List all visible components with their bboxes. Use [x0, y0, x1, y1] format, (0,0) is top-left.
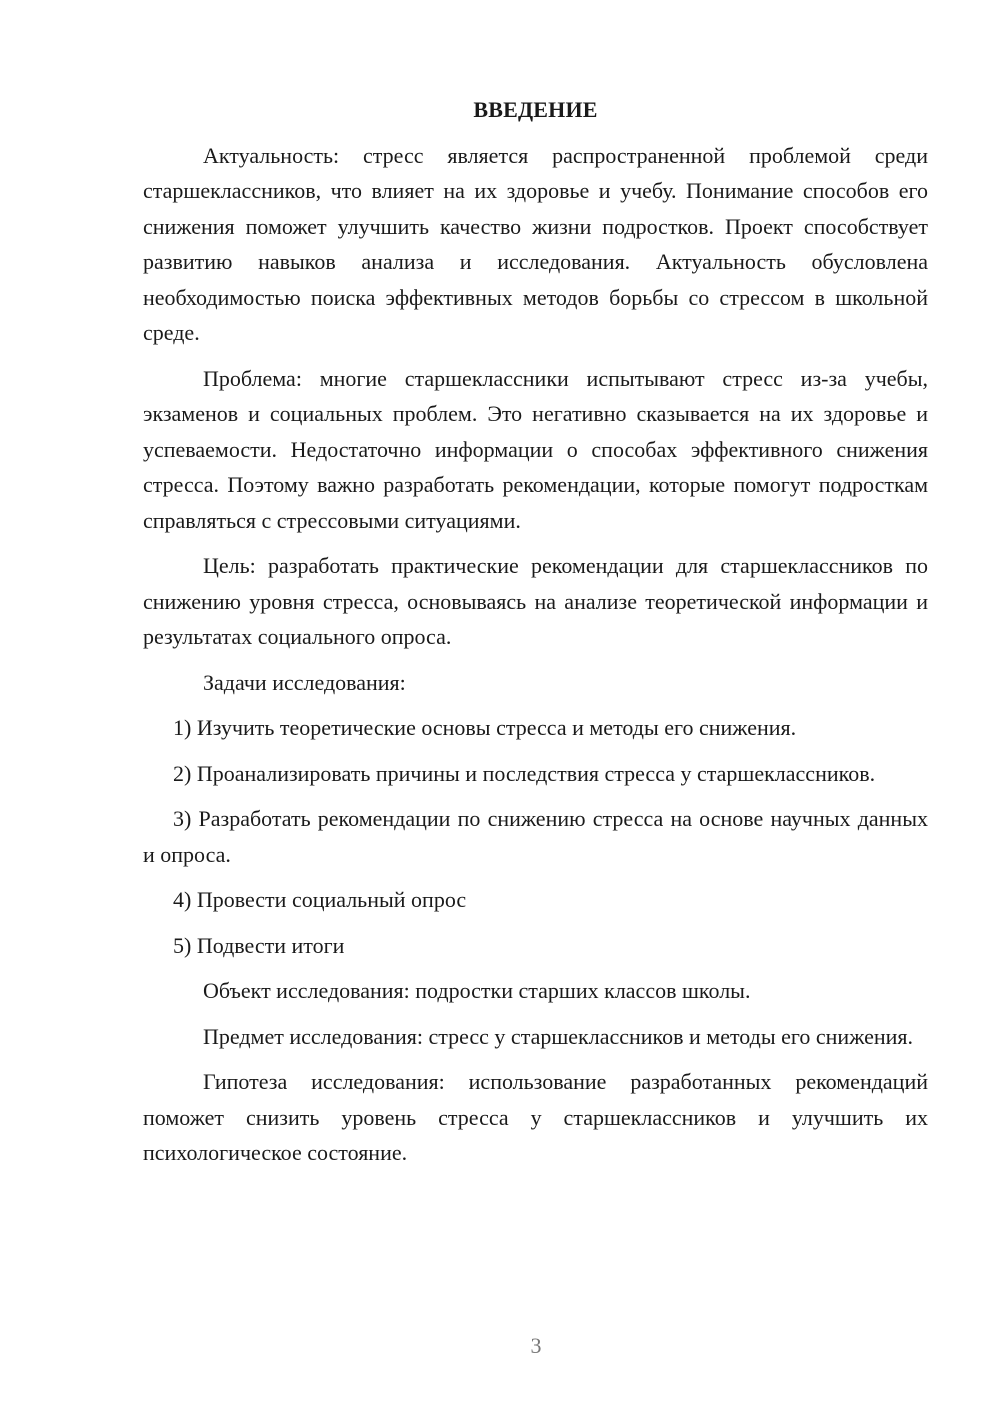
task-item-5: 5) Подвести итоги	[173, 932, 345, 958]
document-body	[143, 92, 928, 1171]
paragraph-problem: Проблема: многие старшеклассники испытывают стресс из-за учебы, экзаменов и социальных проблем. Это негативно сказывается на их здоровье и успеваемости. Недостаточно информации о способах эффективного снижения стресса. Поэтому важно разработать рекомендации, которые помогут подросткам справляться с стрессовыми ситуациями.	[143, 365, 928, 533]
section-title: ВВЕДЕНИЕ	[473, 97, 598, 122]
paragraph-hypothesis: Гипотеза исследования: использование разработанных рекомендаций поможет снизить уровень стресса у старшеклассников и улучшить их психологическое состояние.	[143, 1069, 928, 1165]
paragraph-subject: Предмет исследования: стресс у старшеклассников и методы его снижения.	[203, 1023, 914, 1049]
paragraph-tasks-heading: Задачи исследования:	[203, 669, 406, 695]
task-item-3: 3) Разработать рекомендации по снижению стресса на основе научных данных и опроса.	[143, 806, 928, 867]
task-item-4: 4) Провести социальный опрос	[173, 887, 467, 912]
task-item-1: 1) Изучить теоретические основы стресса и методы его снижения.	[173, 715, 797, 740]
paragraph-relevance: Актуальность: стресс является распространенной проблемой среди старшеклассников, что влияет на их здоровье и учебу. Понимание способов его снижения поможет улучшить качество жизни подростков. Проект способствует развитию навыков анализа и исследования. Актуальность обусловлена необходимостью поиска эффективных методов борьбы со стрессом в школьной среде.	[143, 142, 928, 345]
page-number: 3	[530, 1333, 542, 1358]
task-item-2: 2) Проанализировать причины и последствия стресса у старшеклассников.	[173, 760, 876, 786]
paragraph-object: Объект исследования: подростки старших классов школы.	[203, 978, 751, 1003]
paragraph-goal: Цель: разработать практические рекомендации для старшеклассников по снижению уровня стресса, основываясь на анализе теоретической информации и результатах социального опроса.	[143, 553, 928, 649]
